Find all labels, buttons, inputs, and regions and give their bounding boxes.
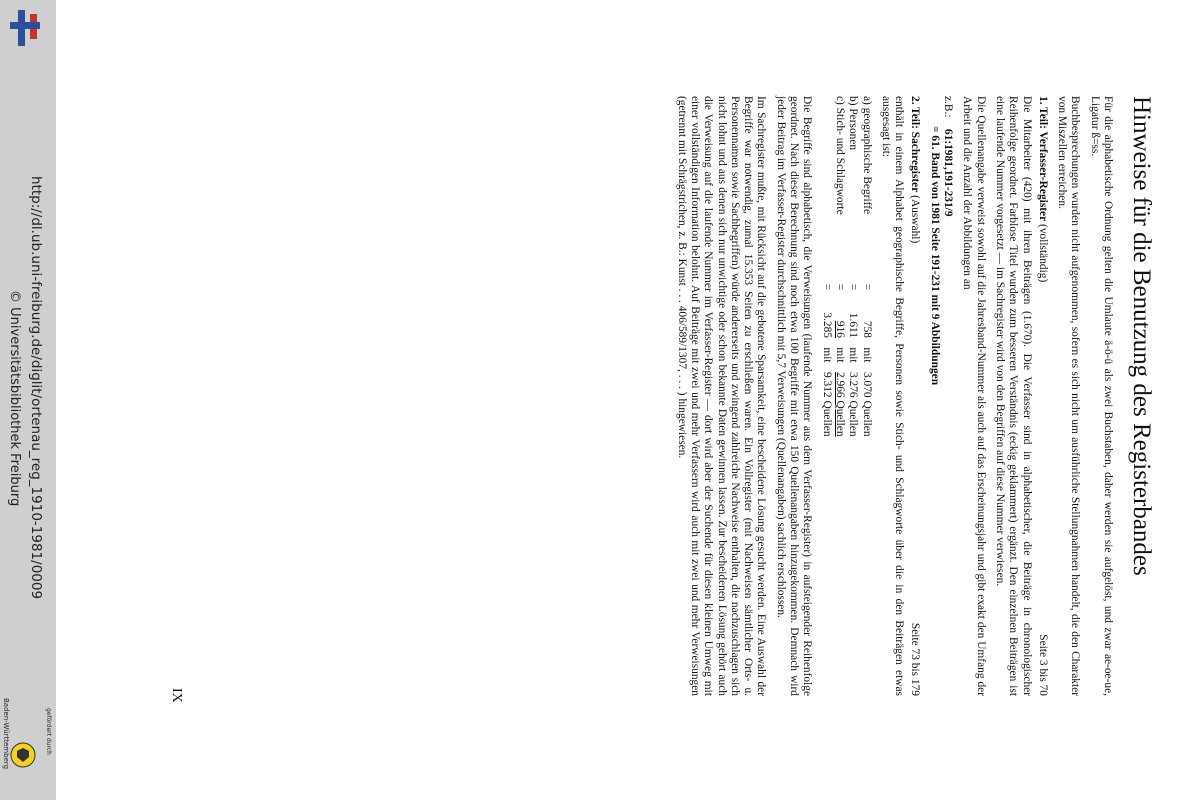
statistics-list xyxy=(819,96,872,696)
list-item: b) Personen = 1.611 mit 3.276 Quellen xyxy=(847,96,860,437)
intro-paragraph-1: Für die alphabetische Ordnung gelten die Umlaute ä-ö-ü als zwei Buchstaben, daher werden sie aufgelöst, und zwar ae-oe-ue, Ligatur ß=ss. xyxy=(1088,96,1114,696)
body-paragraph-2: Im Sachregister mußte, mit Rücksicht auf die gebotene Sparsamkeit, eine bescheidene Lösung gesucht werden. Eine Auswahl der Begriffe war notwendig, zumal 15.353 Seiten zu erschließen waren. Ein Vollregister (mit Nachweisen sämtlicher Orts- u. Personennamen sowie Sachbegriffen) würde andererseits und zwingend zahlreiche Nachweise enthalten, die nachzuschlagen sich nicht lohnt und aus denen sich nur unwichtige oder schon bekannte Daten gewinnen lassen. Zur bescheidenen Lösung gehört auch die Verweisung auf die laufende Nummer im Verfasser-Register — dort wird aber der Suchende für diesen kleinen Umweg mit einer vollständigen Information belohnt. Auf Beiträge mit zwei und mehr Verfassern wird auch mit zwei und mehr Verweisungen (getrennt mit Schrägstrichen, z. B.: Kunst . . . 406/589/1307, . . . ) hingewiesen. xyxy=(675,96,768,696)
list-item: a) geographische Begriffe = 758 mit 3.070 Quellen xyxy=(860,96,873,437)
example-label: z.B.: xyxy=(942,96,955,118)
library-logo-icon xyxy=(4,4,48,48)
copyright-text: © Universitätsbibliothek Freiburg xyxy=(7,290,22,507)
list-item: c) Stich- und Schlagworte = 916 mit 2.966 Quellen xyxy=(833,96,846,437)
example-meaning: = 61. Band von 1981 Seite 191-231 mit 9 Abbildungen xyxy=(928,126,941,386)
funded-by-label: gefördert durch xyxy=(45,708,52,755)
funder-label: Baden-Württemberg xyxy=(2,698,10,770)
section-1-text-2: Die Quellenangabe verweist sowohl auf die Jahresband-Nummer als auch auf das Erscheinungsjahr und gibt exakt den Umfang der Arbeit und die Anzahl der Abbildungen an xyxy=(961,96,987,696)
document-page xyxy=(56,0,1201,800)
section-1-note: (vollständig) xyxy=(1036,224,1049,283)
section-1-pages: Seite 3 bis 70 xyxy=(1036,634,1049,696)
section-1-header xyxy=(1036,96,1049,696)
viewer-sidebar xyxy=(0,0,56,800)
list-total: = 3.285 mit 9.312 Quellen xyxy=(820,283,833,437)
body-paragraph-1: Die Begriffe sind alphabetisch, die Verweisungen (laufende Nummer aus dem Verfasser-Register) in aufsteigender Reihenfolge geordnet. Nach dieser Berechnung sind noch etwa 100 Begriffe mit etwa 150 Quellenangaben hinzugekommen. Demnach wird jeder Beitrag im Verfasser-Register durchschnittlich mit 5,7 Verweisungen (Quellenangaben) sachlich erschlossen. xyxy=(774,96,814,696)
section-2-header xyxy=(908,96,921,696)
page-number: IX xyxy=(169,688,184,703)
section-1-heading: 1. Teil: Verfasser-Register xyxy=(1036,96,1049,222)
document-url[interactable]: http://dl.ub.uni-freiburg.de/diglit/ortenau_reg_1910-1981/0009 xyxy=(28,176,44,600)
page-content xyxy=(668,96,1156,696)
intro-paragraph-2: Buchbesprechungen wurden nicht aufgenommen, sofern es sich nicht um ausführliche Stellungnahmen handelt, die den Charakter von Miszellen erreichen. xyxy=(1056,96,1082,696)
section-2-pages: Seite 73 bis 179 xyxy=(909,622,922,696)
example-block xyxy=(927,96,954,696)
section-1-text: Die Mitarbeiter (420) mit ihren Beiträgen (1.670). Die Verfasser sind in alphabetischer, die Beiträge in chronologischer Reihenfolge geordnet. Farblose Titel wurden zum besseren Verständnis (eckig geklammert) ergänzt. Den einzelnen Beiträgen ist eine laufende Nummer vorgesetzt — im Sachregister wird von den Begriffen auf diese Nummer verwiesen. xyxy=(993,96,1033,696)
section-2-text: enthält in einem Alphabet geographische Begriffe, Personen sowie Stich- und Schlagworte über die in den Beiträgen etwas ausgesagt ist: xyxy=(879,96,906,696)
example-ref: 61:1981,191-231/9 xyxy=(942,128,955,217)
page-title: Hinweise für die Benutzung des Registerbandes xyxy=(1128,96,1155,576)
section-2-heading: 2. Teil: Sachregister xyxy=(909,96,922,193)
section-2-note: (Auswahl) xyxy=(909,195,922,244)
state-seal-icon xyxy=(10,742,36,768)
